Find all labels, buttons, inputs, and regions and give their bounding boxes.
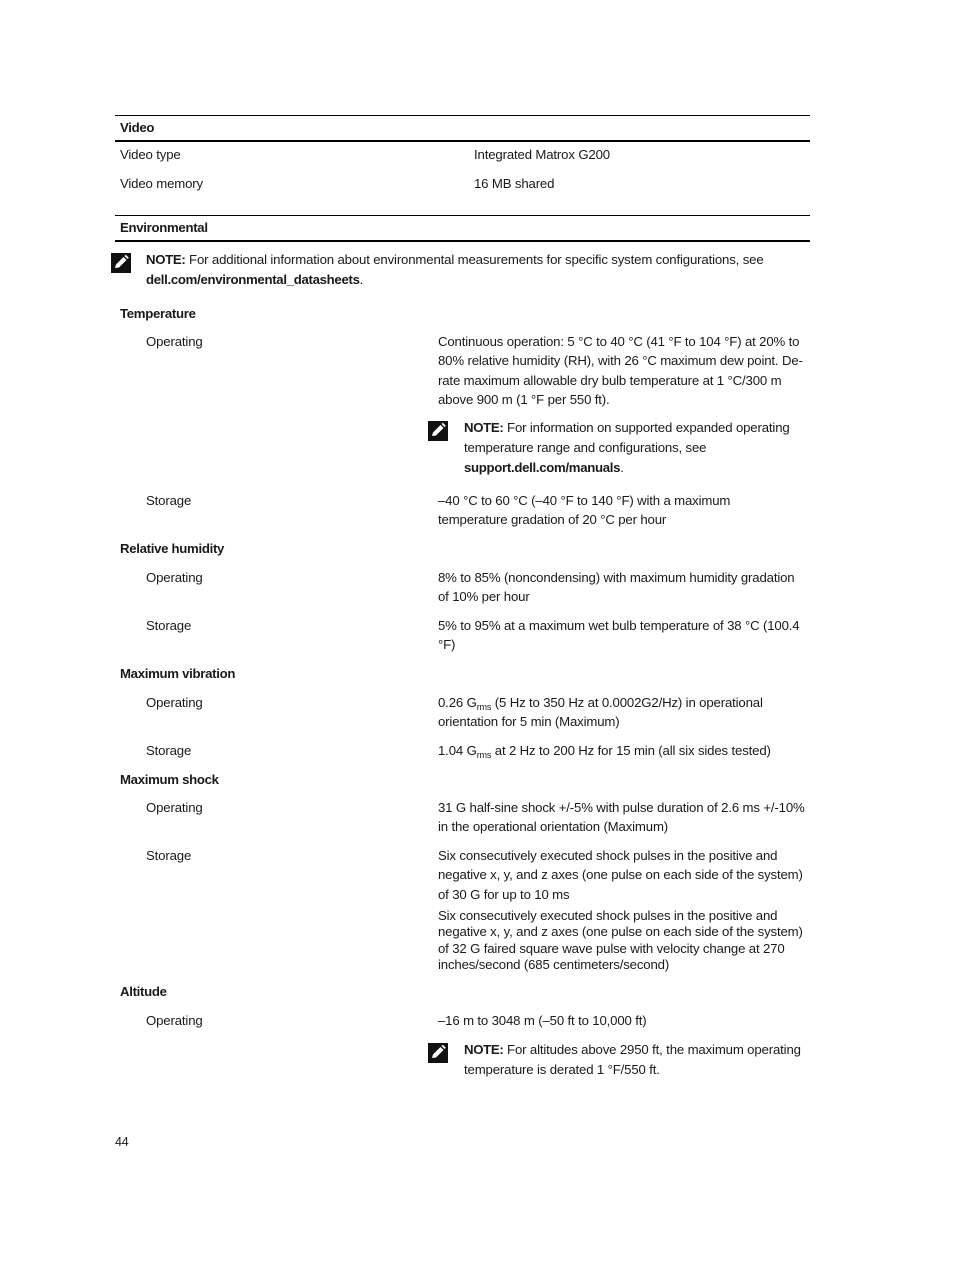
video-type-label: Video type <box>120 147 181 162</box>
note-pencil-icon <box>428 1043 448 1063</box>
shock-storage-value-2: Six consecutively executed shock pulses in the positive and negative x, y, and z axes (one pulse on each side of the system) of 32 G faired square wave pulse with velocity change at 270 inches/second (685 centimeters/second) <box>438 908 803 973</box>
note-pencil-icon <box>428 421 448 441</box>
note-pencil-icon <box>111 253 131 273</box>
maximum-shock-heading: Maximum shock <box>120 772 219 787</box>
altitude-note: NOTE: For altitudes above 2950 ft, the maximum operating temperature is derated 1 °F/550 ft. <box>464 1042 801 1077</box>
vibration-storage-label: Storage <box>146 743 192 758</box>
note-text: For additional information about environmental measurements for specific system configurations, see <box>185 252 764 267</box>
temperature-storage-label: Storage <box>146 493 192 508</box>
support-manuals-link[interactable]: support.dell.com/manuals <box>464 459 621 475</box>
note-prefix: NOTE: <box>146 252 186 267</box>
environmental-datasheets-link[interactable]: dell.com/environmental_datasheets <box>146 271 360 287</box>
note-prefix: NOTE: <box>464 420 504 435</box>
altitude-operating-label: Operating <box>146 1013 203 1028</box>
environmental-note: NOTE: For additional information about environmental measurements for specific system configurations, see dell.com/environmental_datasheets. <box>146 252 764 287</box>
shock-operating-label: Operating <box>146 800 203 815</box>
humidity-storage-label: Storage <box>146 618 192 633</box>
section-header-rule <box>115 140 810 142</box>
temperature-storage-value: –40 °C to 60 °C (–40 °F to 140 °F) with a maximum temperature gradation of 20 °C per hour <box>438 493 731 528</box>
section-top-rule <box>115 115 810 116</box>
temperature-note: NOTE: For information on supported expanded operating temperature range and configurations, see support.dell.com/manuals. <box>464 420 790 475</box>
video-heading: Video <box>120 120 155 135</box>
video-memory-value: 16 MB shared <box>474 176 555 191</box>
maximum-vibration-heading: Maximum vibration <box>120 666 236 681</box>
note-prefix: NOTE: <box>464 1042 504 1057</box>
video-type-value: Integrated Matrox G200 <box>474 147 610 162</box>
temperature-operating-label: Operating <box>146 334 203 349</box>
altitude-heading: Altitude <box>120 984 167 999</box>
video-memory-label: Video memory <box>120 176 203 191</box>
humidity-storage-value: 5% to 95% at a maximum wet bulb temperature of 38 °C (100.4 °F) <box>438 618 800 653</box>
shock-operating-value: 31 G half-sine shock +/-5% with pulse duration of 2.6 ms +/-10% in the operational orientation (Maximum) <box>438 800 805 835</box>
vibration-operating-label: Operating <box>146 695 203 710</box>
temperature-heading: Temperature <box>120 306 196 321</box>
environmental-heading: Environmental <box>120 220 208 235</box>
humidity-operating-label: Operating <box>146 570 203 585</box>
temperature-operating-value: Continuous operation: 5 °C to 40 °C (41 °F to 104 °F) at 20% to 80% relative humidity (RH), with 26 °C maximum dew point. De-rate maximum allowable dry bulb temperature at 1 °C/300 m above 900 m (1 °F per 550 ft). <box>438 334 803 408</box>
altitude-operating-value: –16 m to 3048 m (–50 ft to 10,000 ft) <box>438 1013 647 1028</box>
section-header-rule <box>115 240 810 242</box>
humidity-operating-value: 8% to 85% (noncondensing) with maximum humidity gradation of 10% per hour <box>438 570 795 605</box>
relative-humidity-heading: Relative humidity <box>120 541 225 556</box>
shock-storage-value-1: Six consecutively executed shock pulses in the positive and negative x, y, and z axes (one pulse on each side of the system) of 30 G for up to 10 ms <box>438 848 803 902</box>
section-top-rule <box>115 215 810 216</box>
vibration-operating-value: 0.26 $G_{rms}$ (5 Hz to 350 Hz at 0.0002G2/Hz) in operational orientation for 5 min (Maximum) <box>438 695 763 730</box>
vibration-storage-value: 1.04 $G_{rms}$ at 2 Hz to 200 Hz for 15 min (all six sides tested) <box>438 743 771 760</box>
page-number: 44 <box>115 1135 129 1149</box>
shock-storage-label: Storage <box>146 848 192 863</box>
